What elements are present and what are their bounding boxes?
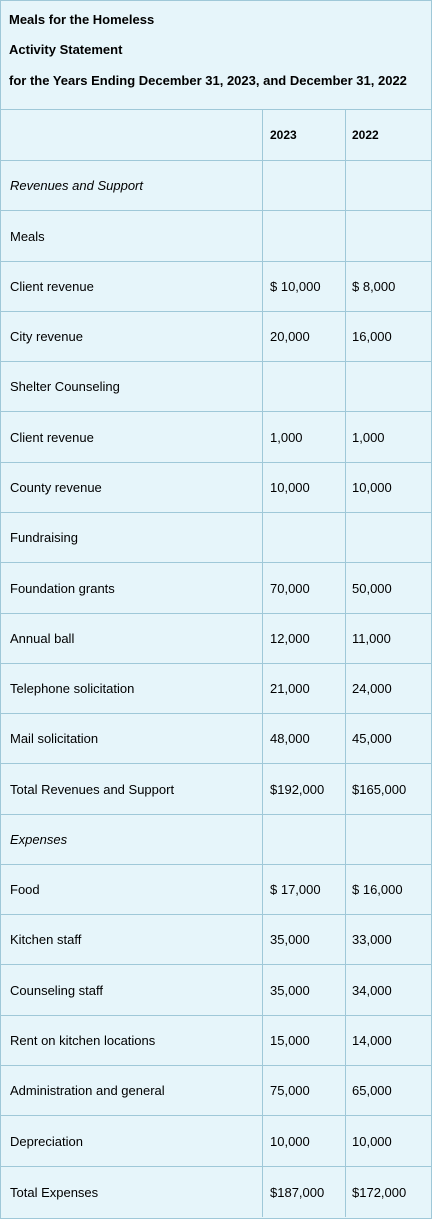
value-2022: $172,000 [352,1184,407,1200]
value-2023 [263,362,346,411]
value-2023: 10,000 [263,463,346,512]
row-label: Fundraising [1,513,263,562]
row-label: Foundation grants [1,563,263,613]
table-row [1,1016,431,1066]
header-2022: 2022 [352,128,379,142]
row-label: Total Revenues and Support [1,764,263,814]
value-2023 [263,211,346,261]
value-2022: 10,000 [352,480,392,495]
value-2022: 24,000 [352,681,392,696]
table-row [1,211,431,262]
table-row [1,513,431,563]
table-row [1,614,431,664]
value-2022 [346,513,431,562]
value-2022 [346,211,431,261]
table-row [1,262,431,312]
value-2023: $ 10,000 [263,262,346,311]
row-label: Expenses [1,815,263,864]
table-row [1,965,431,1016]
value-2022: 14,000 [352,1033,392,1048]
value-2023: $ 17,000 [263,865,346,914]
value-2023 [263,513,346,562]
value-2022: 34,000 [352,982,392,998]
value-2022: 65,000 [352,1083,392,1098]
value-2023: 70,000 [263,563,346,613]
table-row [1,412,431,463]
value-2023: 12,000 [263,614,346,663]
row-label: Meals [1,211,263,261]
row-label: Total Expenses [1,1167,263,1217]
header-label-cell [1,110,263,160]
row-label: Depreciation [1,1116,263,1166]
table-row [1,664,431,714]
value-2023 [263,815,346,864]
value-2023: 15,000 [263,1016,346,1065]
table-row [1,563,431,614]
value-2022: 16,000 [352,329,392,344]
value-2023: 21,000 [263,664,346,713]
table-row [1,865,431,915]
row-label: Administration and general [1,1066,263,1115]
value-2022 [346,815,431,864]
table-row [1,915,431,965]
value-2023: $187,000 [263,1167,346,1217]
table-row [1,815,431,865]
header-2023: 2023 [263,110,346,160]
value-2022: 11,000 [352,631,391,646]
statement-title-block [1,1,431,110]
value-2023: $192,000 [263,764,346,814]
table-row [1,764,431,815]
table-header-row [1,110,431,161]
value-2022: 45,000 [352,731,392,746]
row-label: Food [1,865,263,914]
value-2022 [346,161,431,210]
value-2023 [263,161,346,210]
value-2023: 35,000 [263,915,346,964]
org-name: Meals for the Homeless [9,12,155,27]
row-label: Annual ball [1,614,263,663]
statement-name: Activity Statement [9,42,123,57]
row-label: Kitchen staff [1,915,263,964]
table-row [1,1066,431,1116]
row-label: Rent on kitchen locations [1,1016,263,1065]
value-2022: 10,000 [352,1133,392,1149]
row-label: City revenue [1,312,263,361]
value-2022: 50,000 [352,580,392,596]
value-2023: 75,000 [263,1066,346,1115]
row-label: Counseling staff [1,965,263,1015]
value-2023: 20,000 [263,312,346,361]
table-row [1,312,431,362]
row-label: Revenues and Support [1,161,263,210]
table-row [1,1116,431,1167]
value-2023: 1,000 [263,412,346,462]
row-label: Client revenue [1,262,263,311]
value-2022: 1,000 [352,429,385,445]
value-2022: $ 16,000 [352,882,403,897]
row-label: Mail solicitation [1,714,263,763]
row-label: County revenue [1,463,263,512]
value-2023: 10,000 [263,1116,346,1166]
row-label: Shelter Counseling [1,362,263,411]
table-row [1,161,431,211]
table-row [1,463,431,513]
value-2022 [346,362,431,411]
table-row [1,714,431,764]
table-row [1,1167,431,1217]
statement-period: for the Years Ending December 31, 2023, and December 31, 2022 [9,73,407,88]
value-2022: $ 8,000 [352,279,396,294]
value-2023: 35,000 [263,965,346,1015]
row-label: Telephone solicitation [1,664,263,713]
value-2022: $165,000 [352,781,407,797]
row-label: Client revenue [1,412,263,462]
value-2022: 33,000 [352,932,392,947]
value-2023: 48,000 [263,714,346,763]
table-row [1,362,431,412]
